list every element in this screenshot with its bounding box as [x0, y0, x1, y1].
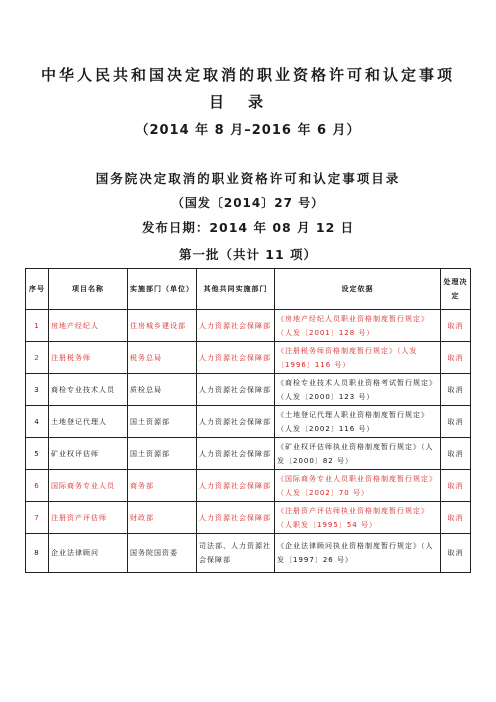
table-header-row	[26, 269, 471, 310]
cell-result: 取消	[441, 502, 471, 534]
table-row	[26, 534, 471, 573]
cell-no: 1	[26, 310, 49, 342]
cell-other: 人力资源社会保障部	[197, 502, 275, 534]
table-row	[26, 342, 471, 374]
cell-no: 7	[26, 502, 49, 534]
cell-result: 取消	[441, 470, 471, 502]
cell-name: 国际商务专业人员	[49, 470, 128, 502]
cell-other: 人力资源社会保障部	[197, 438, 275, 470]
cell-basis: 《国际商务专业人员职业资格制度暂行规定》（人发〔2002〕70 号）	[275, 470, 441, 502]
section-title: 国务院决定取消的职业资格许可和认定事项目录	[95, 171, 401, 186]
cell-basis: 《企业法律顾问执业资格制度暂行规定》（人发〔1997〕26 号）	[275, 534, 441, 573]
cell-dept: 商务部	[128, 470, 197, 502]
cell-name: 矿业权评估师	[49, 438, 128, 470]
cell-name: 注册资产评估师	[49, 502, 128, 534]
cell-name: 企业法律顾问	[49, 534, 128, 573]
document-number: （国发〔2014〕27 号）	[171, 196, 325, 210]
cell-no: 3	[26, 374, 49, 406]
cell-other: 人力资源社会保障部	[197, 470, 275, 502]
cell-result: 取消	[441, 534, 471, 573]
cell-basis: 《矿业权评估师执业资格制度暂行规定》（人发〔2000〕82 号）	[275, 438, 441, 470]
cell-result: 取消	[441, 438, 471, 470]
cell-dept: 国土资源部	[128, 438, 197, 470]
cell-no: 5	[26, 438, 49, 470]
col-header-no: 序号	[26, 269, 49, 310]
table-row	[26, 406, 471, 438]
col-header-result: 处理决定	[441, 269, 471, 310]
qualification-table	[25, 268, 471, 573]
table-row	[26, 502, 471, 534]
cell-basis: 《注册资产评估师执业资格制度暂行规定》（人职发〔1995〕54 号）	[275, 502, 441, 534]
period-range: （2014 年 8 月–2016 年 6 月）	[135, 123, 361, 138]
cell-name: 注册税务师	[49, 342, 128, 374]
col-header-name: 项目名称	[49, 269, 128, 310]
cell-result: 取消	[441, 406, 471, 438]
table-row	[26, 310, 471, 342]
release-date: 发布日期：2014 年 08 月 12 日	[141, 220, 355, 235]
table-row	[26, 438, 471, 470]
cell-result: 取消	[441, 342, 471, 374]
cell-dept: 住房城乡建设部	[128, 310, 197, 342]
cell-other: 司法部、人力资源社会保障部	[197, 534, 275, 573]
cell-other: 人力资源社会保障部	[197, 406, 275, 438]
batch-label: 第一批（共计 11 项）	[178, 247, 318, 262]
cell-basis: 《注册税务师资格制度暂行规定》（人发〔1996〕116 号）	[275, 342, 441, 374]
directory-label: 目录	[208, 93, 287, 111]
table-row	[26, 470, 471, 502]
cell-result: 取消	[441, 374, 471, 406]
col-header-dept: 实施部门（单位）	[128, 269, 197, 310]
cell-other: 人力资源社会保障部	[197, 374, 275, 406]
cell-no: 6	[26, 470, 49, 502]
cell-other: 人力资源社会保障部	[197, 342, 275, 374]
cell-no: 4	[26, 406, 49, 438]
cell-dept: 国务院国资委	[128, 534, 197, 573]
col-header-basis: 设定依据	[275, 269, 441, 310]
cell-dept: 财政部	[128, 502, 197, 534]
col-header-other: 其他共同实施部门	[197, 269, 275, 310]
table-row	[26, 374, 471, 406]
cell-name: 商检专业技术人员	[49, 374, 128, 406]
cell-no: 8	[26, 534, 49, 573]
cell-result: 取消	[441, 310, 471, 342]
cell-other: 人力资源社会保障部	[197, 310, 275, 342]
main-title: 中华人民共和国决定取消的职业资格许可和认定事项	[40, 66, 455, 84]
cell-dept: 国土资源部	[128, 406, 197, 438]
cell-basis: 《商检专业技术人员职业资格考试暂行规定》（人发〔2000〕123 号）	[275, 374, 441, 406]
cell-no: 2	[26, 342, 49, 374]
cell-dept: 税务总局	[128, 342, 197, 374]
cell-dept: 质检总局	[128, 374, 197, 406]
cell-name: 土地登记代理人	[49, 406, 128, 438]
cell-basis: 《土地登记代理人职业资格制度暂行规定》（人发〔2002〕116 号）	[275, 406, 441, 438]
cell-name: 房地产经纪人	[49, 310, 128, 342]
cell-basis: 《房地产经纪人员职业资格制度暂行规定》（人发〔2001〕128 号）	[275, 310, 441, 342]
